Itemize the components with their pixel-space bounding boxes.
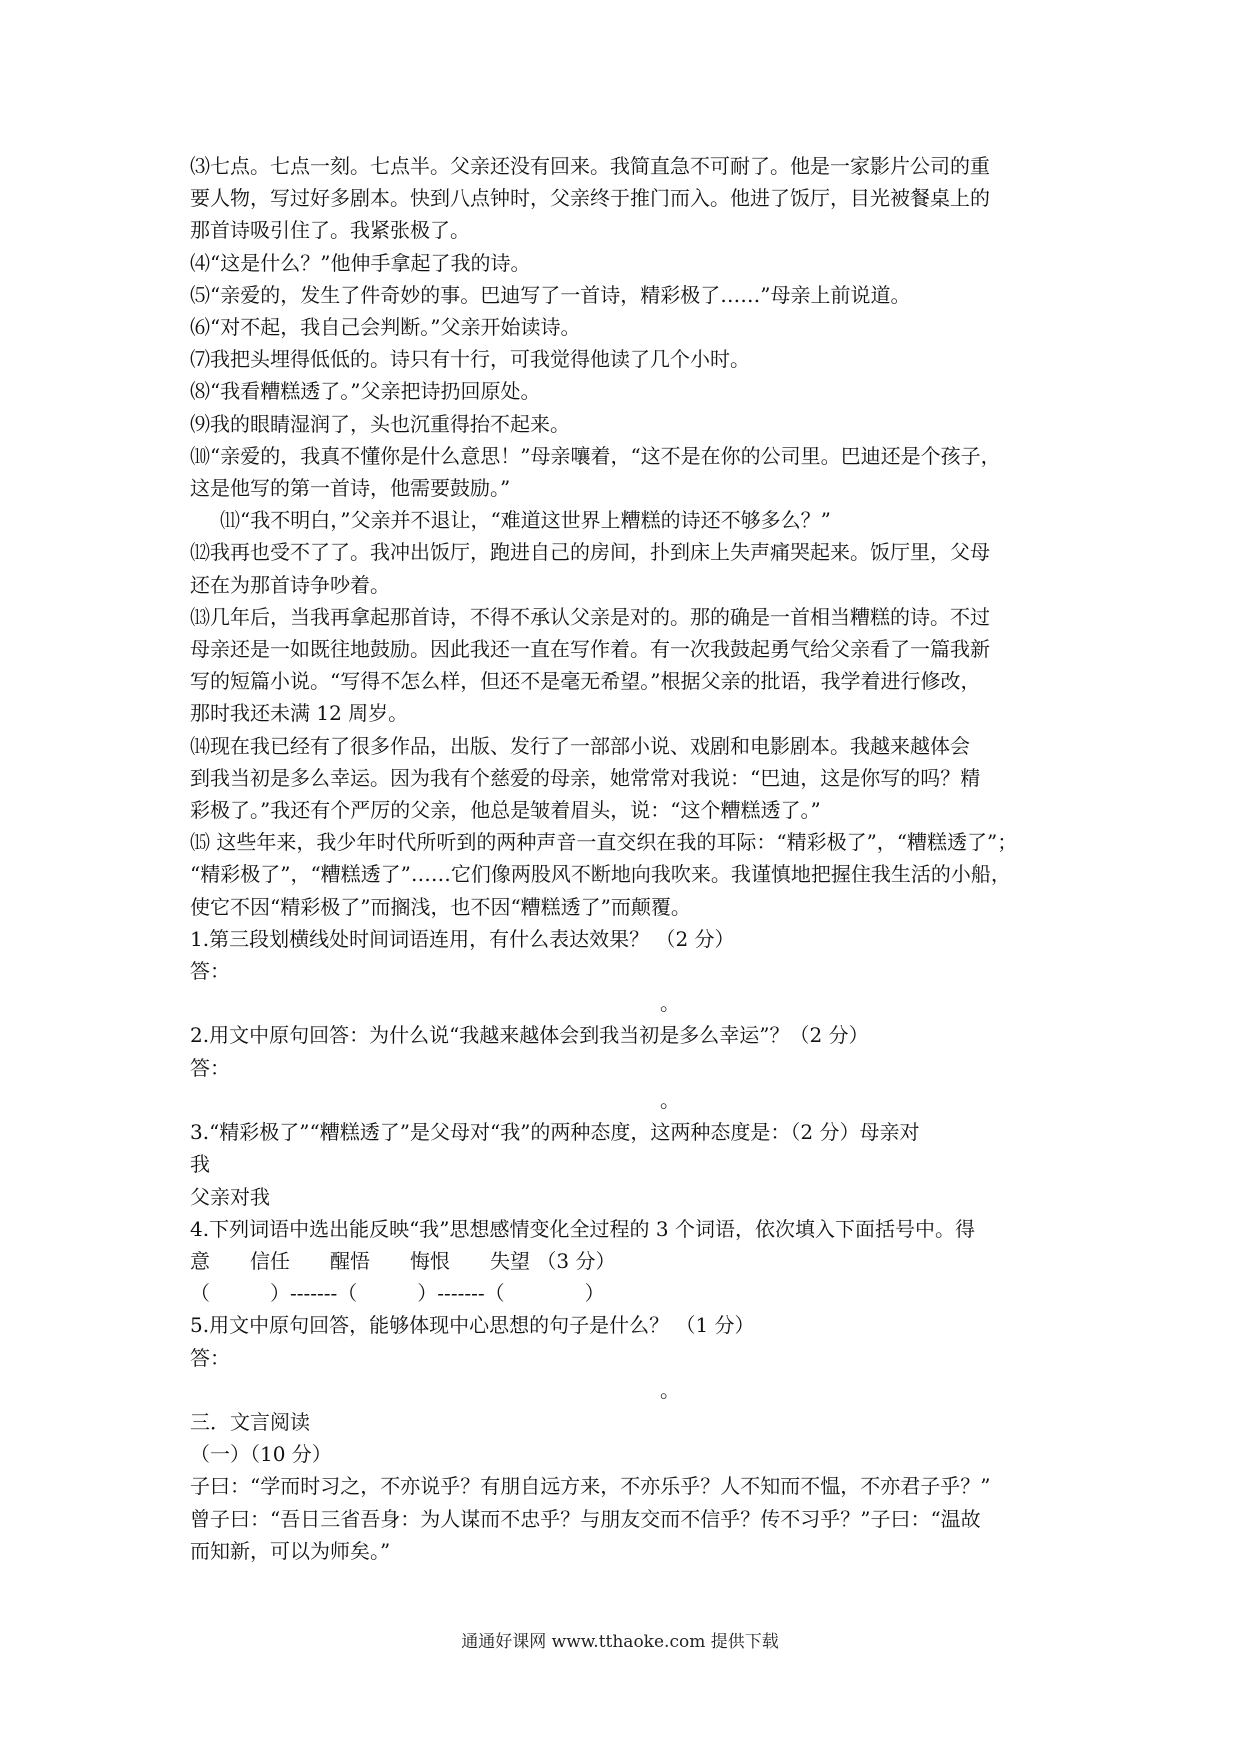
paragraph-12-line-2: 还在为那首诗争吵着。 [190, 572, 390, 597]
paragraph-13-line-1: ⒀几年后，当我再拿起那首诗，不得不承认父亲是对的。那的确是一首相当糟糕的诗。不过 [190, 604, 990, 629]
paragraph-13-line-2: 母亲还是一如既往地鼓励。因此我还一直在写作着。有一次我鼓起勇气给父亲看了一篇我新 [190, 637, 990, 662]
paragraph-5: ⑸“亲爱的，发生了件奇妙的事。巴迪写了一首诗，精彩极了……”母亲上前说道。 [190, 282, 911, 307]
section-heading-classical-reading: 三．文言阅读 [190, 1409, 310, 1434]
question-1: 1.第三段划横线处时间词语连用，有什么表达效果？ （2 分） [190, 926, 735, 951]
paragraph-7: ⑺我把头埋得低低的。诗只有十行，可我觉得他读了几个小时。 [190, 347, 750, 372]
paragraph-3-line-1: ⑶七点。七点一刻。七点半。父亲还没有回来。我简直急不可耐了。他是一家影片公司的重 [190, 154, 990, 178]
paragraph-3-line-3: 那首诗吸引住了。我紧张极了。 [190, 218, 470, 243]
question-3-line-2: 我 [190, 1152, 210, 1177]
question-5: 5.用文中原句回答，能够体现中心思想的句子是什么？ （1 分） [190, 1313, 755, 1338]
paragraph-14-line-1: ⒁现在我已经有了很多作品，出版、发行了一部部小说、戏剧和电影剧本。我越来越体会 [190, 733, 970, 758]
paragraph-12-line-1: ⑿我再也受不了了。我冲出饭厅，跑进自己的房间，扑到床上失声痛哭起来。饭厅里，父母 [190, 540, 990, 565]
answer-label-2: 答： [190, 1055, 230, 1080]
paragraph-4: ⑷“这是什么？”他伸手拿起了我的诗。 [190, 250, 531, 275]
paragraph-14-line-2: 到我当初是多么幸运。因为我有个慈爱的母亲，她常常对我说：“巴迪，这是你写的吗？精 [190, 765, 981, 790]
paragraph-15-line-1: ⒂ 这些年来，我少年时代所听到的两种声音一直交织在我的耳际：“精彩极了”，“糟糕透了”； [190, 830, 1018, 855]
answer-label-5: 答： [190, 1345, 230, 1370]
question-2: 2.用文中原句回答：为什么说“我越来越体会到我当初是多么幸运”？（2 分） [190, 1023, 869, 1048]
subsection-heading: （一）（10 分） [190, 1442, 332, 1467]
question-4-blanks: （ ）-------（ ）-------（ ） [190, 1281, 605, 1306]
paragraph-11: ⑾“我不明白，”父亲并不退让，“难道这世界上糟糕的诗还不够多么？” [220, 508, 831, 533]
question-3: 3.“精彩极了”“糟糕透了”是父母对“我”的两种态度，这两种态度是：（2 分）母亲对 [190, 1120, 920, 1145]
answer-label-1: 答： [190, 959, 230, 984]
paragraph-6: ⑹“对不起，我自己会判断。”父亲开始读诗。 [190, 315, 581, 340]
classical-text-line-3: 而知新，可以为师矣。” [190, 1538, 391, 1563]
classical-text-line-1: 子曰：“学而时习之，不亦说乎？有朋自远方来，不亦乐乎？人不知而不愠，不亦君子乎？” [190, 1474, 991, 1499]
question-4-options: 意 信任 醒悟 悔恨 失望 （3 分） [190, 1248, 616, 1273]
paragraph-13-line-3: 写的短篇小说。“写得不怎么样，但还不是毫无希望。”根据父亲的批语，我学着进行修改， [190, 669, 981, 694]
paragraph-8: ⑻“我看糟糕透了。”父亲把诗扔回原处。 [190, 379, 541, 404]
paragraph-15-line-2: “精彩极了”，“糟糕透了”……它们像两股风不断地向我吹来。我谨慎地把握住我生活的小船， [190, 862, 1011, 887]
classical-text-line-2: 曾子曰：“吾日三省吾身：为人谋而不忠乎？与朋友交而不信乎？传不习乎？”子曰：“温故 [190, 1506, 981, 1531]
page-footer: 通通好课网 www.tthaoke.com 提供下载 [461, 1632, 779, 1652]
answer-end-mark-2: 。 [660, 1087, 680, 1112]
paragraph-3-line-2: 要人物，写过好多剧本。快到八点钟时，父亲终于推门而入。他进了饭厅，目光被餐桌上的 [190, 186, 990, 211]
question-4: 4.下列词语中选出能反映“我”思想感情变化全过程的 3 个词语，依次填入下面括号中。得 [190, 1216, 975, 1241]
paragraph-13-line-4: 那时我还未满 12 周岁。 [190, 701, 409, 726]
paragraph-15-line-3: 使它不因“精彩极了”而搁浅，也不因“糟糕透了”而颠覆。 [190, 894, 691, 919]
question-3-line-3: 父亲对我 [190, 1184, 270, 1209]
paragraph-10-line-2: 这是他写的第一首诗，他需要鼓励。” [190, 476, 511, 501]
answer-end-mark-5: 。 [660, 1377, 680, 1402]
answer-end-mark-1: 。 [660, 991, 680, 1016]
document-body [190, 150, 1070, 1567]
paragraph-14-line-3: 彩极了。”我还有个严厉的父亲，他总是皱着眉头，说：“这个糟糕透了。” [190, 798, 821, 823]
paragraph-9: ⑼我的眼睛湿润了，头也沉重得抬不起来。 [190, 411, 570, 436]
paragraph-10-line-1: ⑽“亲爱的，我真不懂你是什么意思！”母亲嚷着，“这不是在你的公司里。巴迪还是个孩子， [190, 443, 1001, 468]
